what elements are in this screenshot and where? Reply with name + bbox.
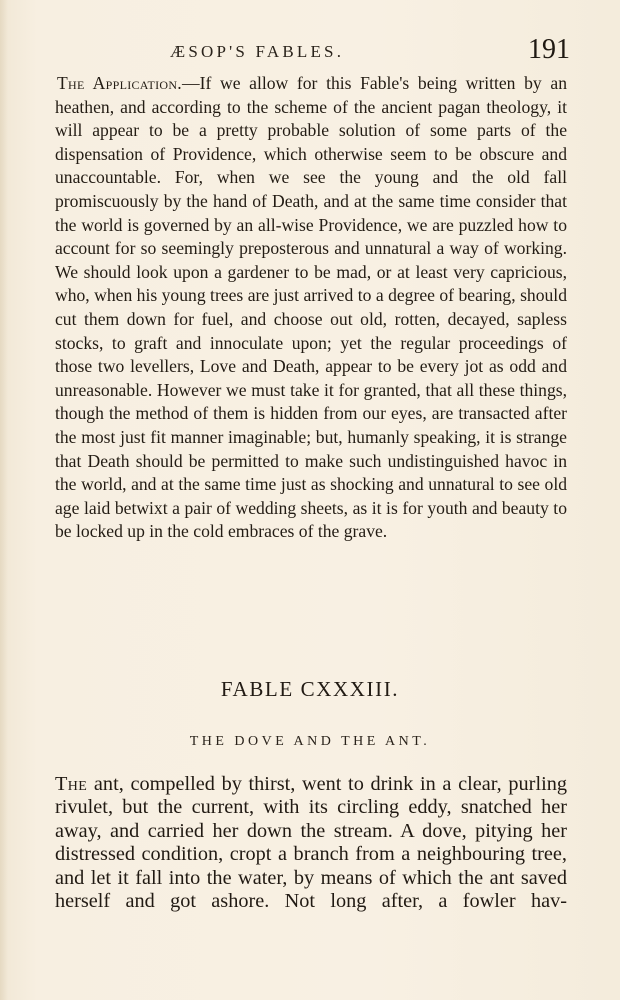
running-title: ÆSOP'S FABLES. xyxy=(170,42,345,61)
page-edge-shading xyxy=(0,0,8,1000)
fable-title: THE DOVE AND THE ANT. xyxy=(189,734,431,749)
application-paragraph xyxy=(55,72,567,544)
application-lead: The Application. xyxy=(57,73,183,93)
fable-body-paragraph xyxy=(55,773,567,913)
fable-body-text: ant, compelled by thirst, went to drink in a clear, purling rivulet, but the current, with its circling eddy, snatched her away, and carried her down the stream. A dove, pitying her distressed condition, cropt a branch from a neighbouring tree, and let it fall into the water, by means of which the ant saved herself and got ashore. Not long after, a fowler hav- xyxy=(55,773,567,913)
application-text: —If we allow for this Fable's being written by an heathen, and according to the scheme of the ancient pagan theology, it will appear to be a pretty probable solution of some parts of the dispensation of Providence, which otherwise seem to be obscure and unaccountable. For, when we see the young and the old fall promiscuously by the hand of Death, and at the same time consider that the world is governed by an all-wise Providence, we are puzzled how to account for so seemingly preposterous and unnatural a way of working. We should look upon a gardener to be mad, or at least very capricious, who, when his young trees are just arrived to a degree of bearing, should cut them down for fuel, and choose out old, rotten, decayed, sapless stocks, to graft and innoculate upon; yet the regular proceedings of those two levellers, Love and Death, appear to be every jot as odd and unreasonable. However we must take it for granted, that all these things, though the method of them is hidden from our eyes, are transacted after the most just fit manner imaginable; but, humanly speaking, it is strange that Death should be permitted to make such undistinguished havoc in the world, and at the same time just as shocking and unnatural to see old age laid betwixt a pair of wedding sheets, as it is for youth and beauty to be locked up in the cold embraces of the grave. xyxy=(55,73,567,542)
fable-first-word: The xyxy=(55,773,88,795)
running-head xyxy=(0,36,620,70)
page-number: 191 xyxy=(528,34,570,65)
fable-heading: FABLE CXXXIII. xyxy=(220,677,400,701)
